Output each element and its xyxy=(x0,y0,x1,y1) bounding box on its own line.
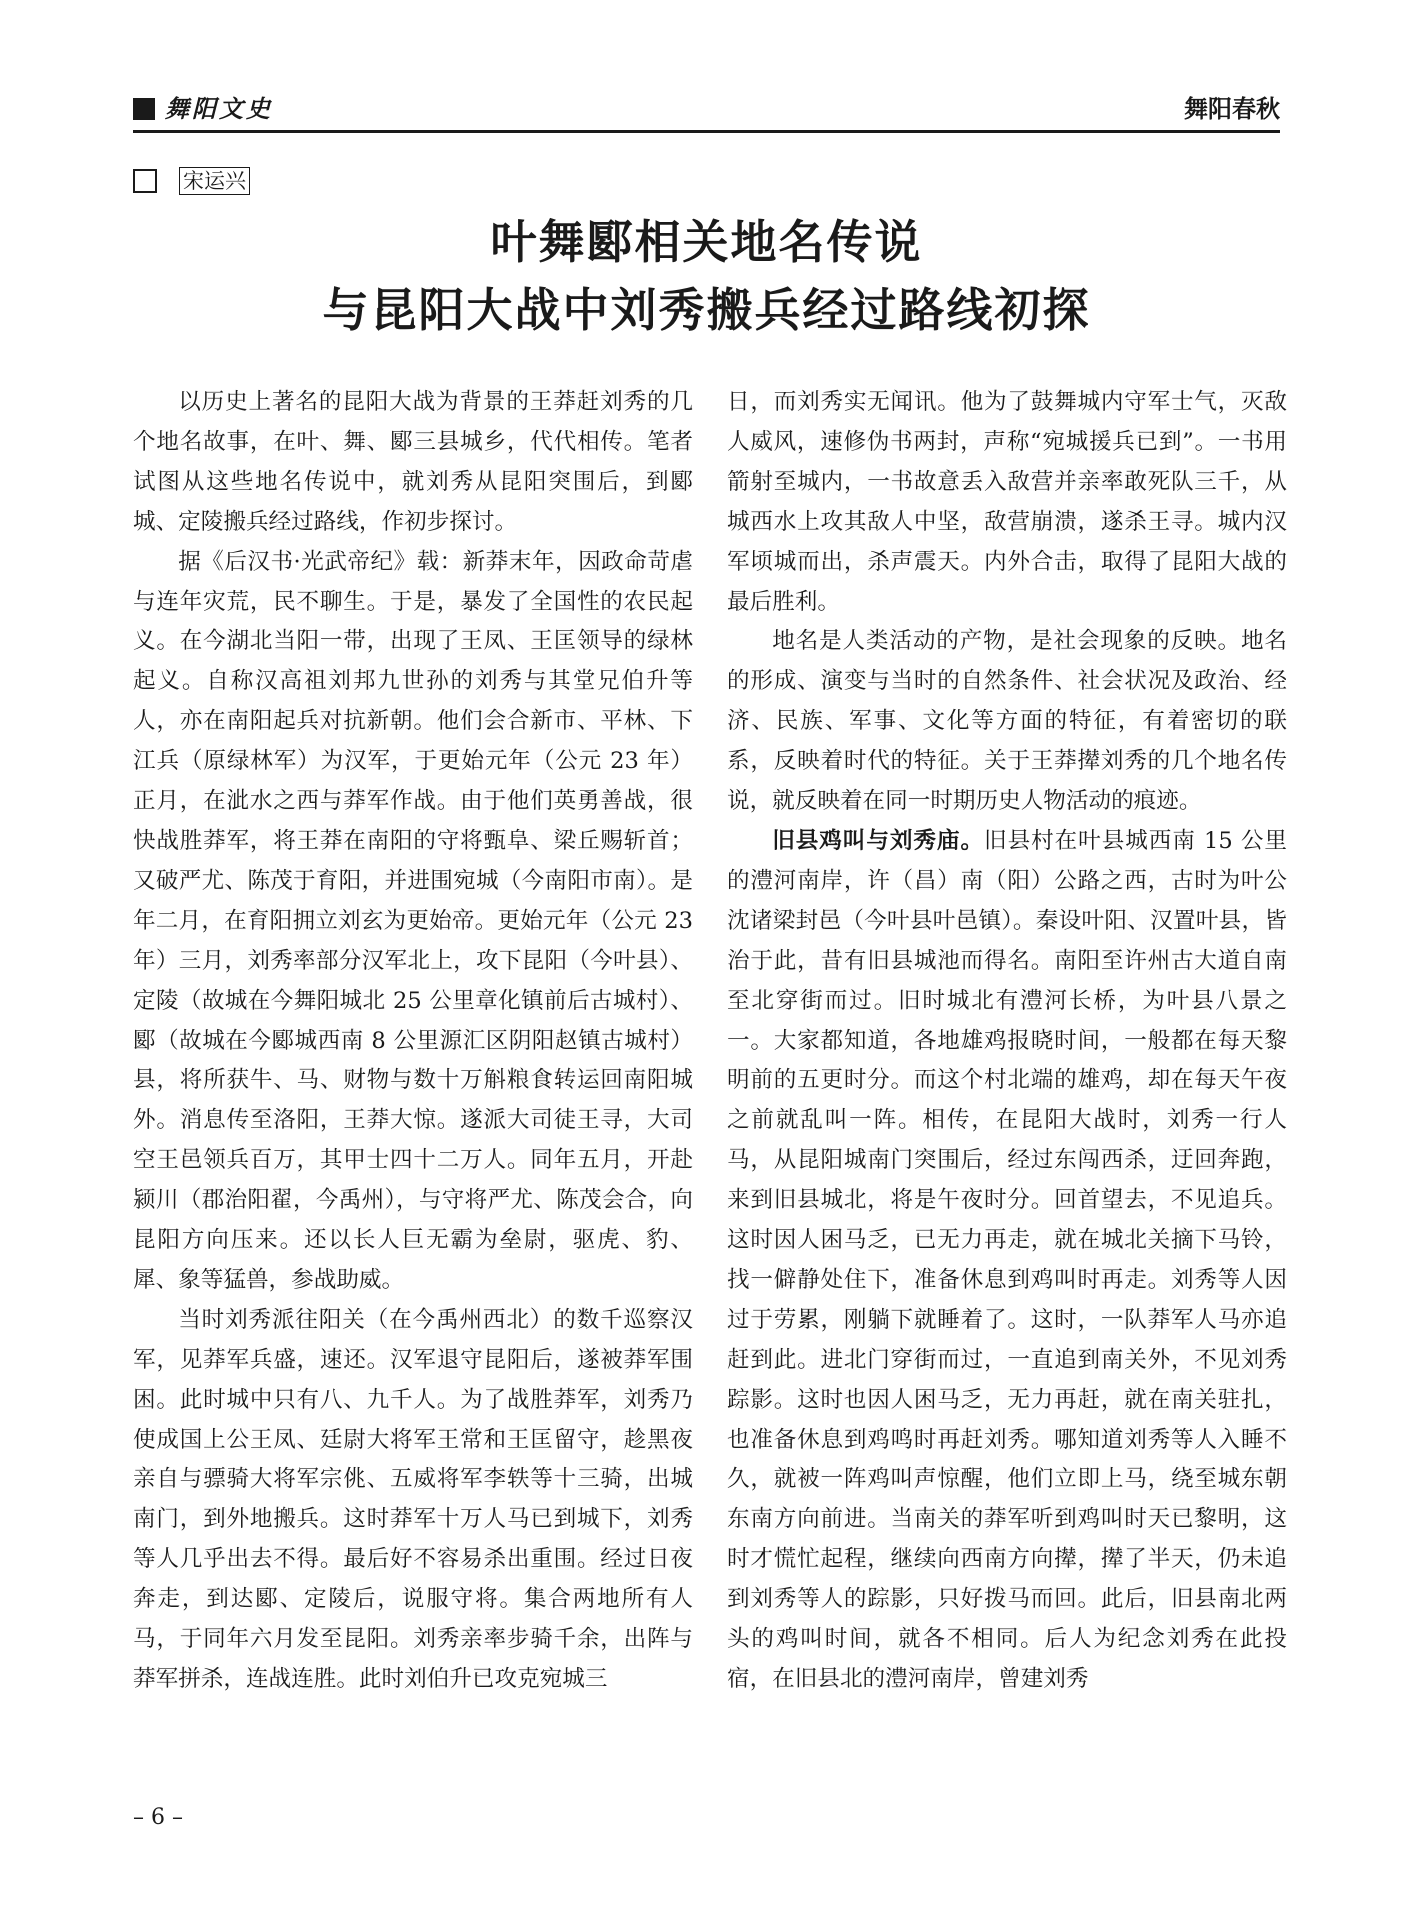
article-title xyxy=(133,208,1280,344)
header-square-icon xyxy=(133,98,155,120)
paragraph-body: 旧县村在叶县城西南 15 公里的澧河南岸，许（昌）南（阳）公路之西，古时为叶公沈诸梁封邑（今叶县叶邑镇）。秦设叶阳、汉置叶县，皆治于此，昔有旧县城池而得名。南阳至许州古大道自南至北穿街而过。旧时城北有澧河长桥，为叶县八景之一。大家都知道，各地雄鸡报晓时间，一般都在每天黎明前的五更时分。而这个村北端的雄鸡，却在每天午夜之前就乱叫一阵。相传，在昆阳大战时，刘秀一行人马，从昆阳城南门突围后，经过东闯西杀，迂回奔跑，来到旧县城北，将是午夜时分。回首望去，不见追兵。这时因人困马乏，已无力再走，就在城北关摘下马铃，找一僻静处住下，准备休息到鸡叫时再走。刘秀等人因过于劳累，刚躺下就睡着了。这时，一队莽军人马亦追赶到此。进北门穿街而过，一直追到南关外，不见刘秀踪影。这时也因人困马乏，无力再赶，就在南关驻扎，也准备休息到鸡鸣时再赶刘秀。哪知道刘秀等人入睡不久，就被一阵鸡叫声惊醒，他们立即上马，绕至城东朝东南方向前进。当南关的莽军听到鸡叫时天已黎明，这时才慌忙起程，继续向西南方向撵，撵了半天，仍未追到刘秀等人的踪影，只好拨马而回。此后，旧县南北两头的鸡叫时间，就各不相同。后人为纪念刘秀在此投宿，在旧县北的澧河南岸，曾建刘秀 xyxy=(727,827,1287,1692)
paragraph: 日，而刘秀实无闻讯。他为了鼓舞城内守军士气，灭敌人威风，速修伪书两封，声称“宛城援兵已到”。一书用箭射至城内，一书故意丢入敌营并亲率敢死队三千，从城西水上攻其敌人中坚，敌营崩溃，遂杀王寻。城内汉军顷城而出，杀声震天。内外合击，取得了昆阳大战的最后胜利。 xyxy=(727,389,1287,615)
paragraph xyxy=(727,822,1287,1700)
paragraph: 当时刘秀派往阳关（在今禹州西北）的数千巡察汉军，见莽军兵盛，速还。汉军退守昆阳后，遂被莽军围困。此时城中只有八、九千人。为了战胜莽军，刘秀乃使成国上公王凤、廷尉大将军王常和王匡留守，趁黑夜亲自与骠骑大将军宗佻、五威将军李轶等十三骑，出城南门，到外地搬兵。这时莽军十万人马已到城下，刘秀等人几乎出去不得。最后好不容易杀出重围。经过日夜奔走，到达郾、定陵后，说服守将。集合两地所有人马，于同年六月发至昆阳。刘秀亲率步骑千余，出阵与莽军拼杀，连战连胜。此时刘伯升已攻克宛城三 xyxy=(133,1306,693,1692)
page-header xyxy=(133,94,1280,126)
title-line-1: 叶舞郾相关地名传说 xyxy=(490,215,923,269)
header-divider xyxy=(133,130,1280,133)
paragraph: 以历史上著名的昆阳大战为背景的王莽赶刘秀的几个地名故事，在叶、舞、郾三县城乡，代代相传。笔者试图从这些地名传说中，就刘秀从昆阳突围后，到郾城、定陵搬兵经过路线，作初步探讨。 xyxy=(133,389,693,535)
left-column xyxy=(133,383,693,1700)
paragraph: 据《后汉书·光武帝纪》载：新莽末年，因政命苛虐与连年灾荒，民不聊生。于是，暴发了全国性的农民起义。在今湖北当阳一带，出现了王凤、王匡领导的绿林起义。自称汉高祖刘邦九世孙的刘秀与其堂兄伯升等人，亦在南阳起兵对抗新朝。他们会合新市、平林、下江兵（原绿林军）为汉军，于更始元年（公元 23 年）正月，在泚水之西与莽军作战。由于他们英勇善战，很快战胜莽军，将王莽在南阳的守将甄阜、梁丘赐斩首；又破严尤、陈茂于育阳，并进围宛城（今南阳市南）。是年二月，在育阳拥立刘玄为更始帝。更始元年（公元 23 年）三月，刘秀率部分汉军北上，攻下昆阳（今叶县）、定陵（故城在今舞阳城北 25 公里章化镇前后古城村）、郾（故城在今郾城西南 8 公里源汇区阴阳赵镇古城村）县，将所获牛、马、财物与数十万斛粮食转运回南阳城外。消息传至洛阳，王莽大惊。遂派大司徒王寻，大司空王邑领兵百万，其甲士四十二万人。同年五月，开赴颍川（郡治阳翟，今禹州），与守将严尤、陈茂会合，向昆阳方向压来。还以长人巨无霸为垒尉，驱虎、豹、犀、象等猛兽，参战助威。 xyxy=(133,548,693,1293)
journal-title: 舞阳文史 xyxy=(165,94,273,123)
empty-square-icon xyxy=(133,169,157,193)
section-title: 舞阳春秋 xyxy=(1184,95,1280,123)
right-column xyxy=(727,383,1287,1700)
section-lead: 旧县鸡叫与刘秀庙。 xyxy=(772,827,985,854)
author-name: 宋运兴 xyxy=(179,167,250,195)
paragraph: 地名是人类活动的产物，是社会现象的反映。地名的形成、演变与当时的自然条件、社会状况及政治、经济、民族、军事、文化等方面的特征，有着密切的联系，反映着时代的特征。关于王莽撵刘秀的几个地名传说，就反映着在同一时期历史人物活动的痕迹。 xyxy=(727,628,1287,815)
page-number: – 6 – xyxy=(133,1805,183,1830)
title-line-2: 与昆阳大战中刘秀搬兵经过路线初探 xyxy=(322,283,1091,337)
